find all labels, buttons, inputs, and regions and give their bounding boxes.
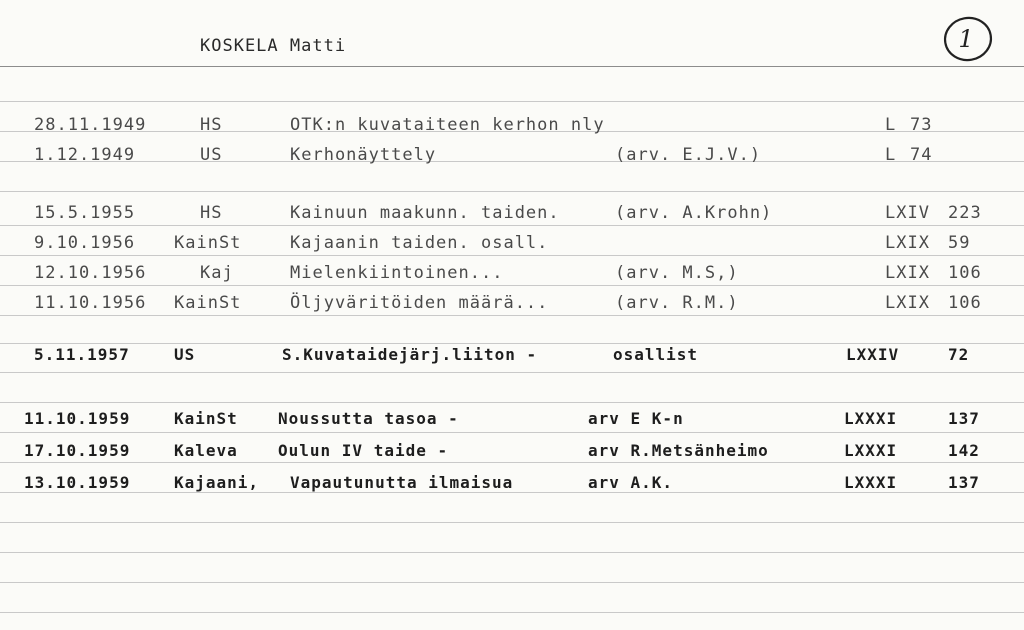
- ruling: [0, 255, 1024, 256]
- entry-page: 137: [948, 473, 980, 492]
- entry-page: 106: [948, 263, 982, 283]
- entry-title: Kajaanin taiden. osall.: [290, 233, 549, 253]
- ruling: [0, 612, 1024, 613]
- artist-name: KOSKELA Matti: [200, 36, 347, 56]
- entry-critic: (arv. M.S,): [615, 263, 739, 283]
- entry-critic: (arv. R.M.): [615, 293, 739, 313]
- entry-date: 17.10.1959: [24, 441, 131, 460]
- entry-date: 28.11.1949: [34, 115, 147, 135]
- entry-title: Öljyväritöiden määrä...: [290, 293, 549, 313]
- entry-volume: LXXXI: [844, 473, 898, 492]
- entry-date: 11.10.1959: [24, 409, 131, 428]
- entry-volume: L: [885, 145, 897, 165]
- entry-title: OTK:n kuvataiteen kerhon nly: [290, 115, 605, 135]
- ruling: [0, 191, 1024, 192]
- entry-critic: (arv. A.Krohn): [615, 203, 773, 223]
- entry-title: S.Kuvataidejärj.liiton -: [282, 345, 538, 364]
- entry-page: 223: [948, 203, 982, 223]
- entry-paper: US: [174, 345, 196, 364]
- entry-volume: LXXXI: [844, 441, 898, 460]
- card-number-circle: [940, 7, 996, 67]
- header-rule: [0, 66, 1024, 67]
- ruling: [0, 161, 1024, 162]
- entry-volume: LXXXI: [844, 409, 898, 428]
- entry-title: Kainuun maakunn. taiden.: [290, 203, 560, 223]
- entry-critic: osallist: [613, 345, 699, 364]
- entry-title: Mielenkiintoinen...: [290, 263, 504, 283]
- entry-date: 13.10.1959: [24, 473, 131, 492]
- entry-page: 72: [948, 345, 970, 364]
- entry-page: 74: [910, 145, 933, 165]
- entry-paper: HS: [200, 115, 223, 135]
- ruling: [0, 372, 1024, 373]
- entry-volume: LXXIV: [846, 345, 900, 364]
- entry-critic: arv E K-n: [588, 409, 684, 428]
- entry-volume: L: [885, 115, 897, 135]
- entry-title: Kerhonäyttely: [290, 145, 437, 165]
- entry-date: 9.10.1956: [34, 233, 136, 253]
- entry-paper: HS: [200, 203, 223, 223]
- entry-date: 15.5.1955: [34, 203, 136, 223]
- entry-volume: LXIX: [885, 263, 930, 283]
- entry-date: 11.10.1956: [34, 293, 147, 313]
- entry-page: 137: [948, 409, 980, 428]
- ruling: [0, 225, 1024, 226]
- entry-date: 1.12.1949: [34, 145, 136, 165]
- entry-critic: arv A.K.: [588, 473, 674, 492]
- ruling: [0, 522, 1024, 523]
- entry-paper: KainSt: [174, 293, 242, 313]
- entry-date: 12.10.1956: [34, 263, 147, 283]
- ruling: [0, 101, 1024, 102]
- entry-title: Oulun IV taide -: [278, 441, 449, 460]
- ruling: [0, 462, 1024, 463]
- entry-paper: Kajaani,: [174, 473, 260, 492]
- entry-title: Noussutta tasoa -: [278, 409, 459, 428]
- entry-page: 73: [910, 115, 933, 135]
- entry-critic: (arv. E.J.V.): [615, 145, 762, 165]
- entry-title: Vapautunutta ilmaisua: [290, 473, 514, 492]
- ruling: [0, 315, 1024, 316]
- entry-volume: LXIX: [885, 293, 930, 313]
- entry-date: 5.11.1957: [34, 345, 130, 364]
- ruling: [0, 582, 1024, 583]
- entry-paper: Kaj: [200, 263, 234, 283]
- entry-page: 142: [948, 441, 980, 460]
- entry-volume: LXIX: [885, 233, 930, 253]
- ruling: [0, 552, 1024, 553]
- card-number-text: 1: [958, 25, 974, 53]
- entry-page: 59: [948, 233, 971, 253]
- entry-page: 106: [948, 293, 982, 313]
- entry-volume: LXIV: [885, 203, 930, 223]
- ruling: [0, 343, 1024, 344]
- entry-paper: US: [200, 145, 223, 165]
- ruling: [0, 402, 1024, 403]
- ruling: [0, 432, 1024, 433]
- ruling: [0, 285, 1024, 286]
- entry-paper: Kaleva: [174, 441, 238, 460]
- entry-critic: arv R.Metsänheimo: [588, 441, 769, 460]
- entry-paper: KainSt: [174, 233, 242, 253]
- entry-paper: KainSt: [174, 409, 238, 428]
